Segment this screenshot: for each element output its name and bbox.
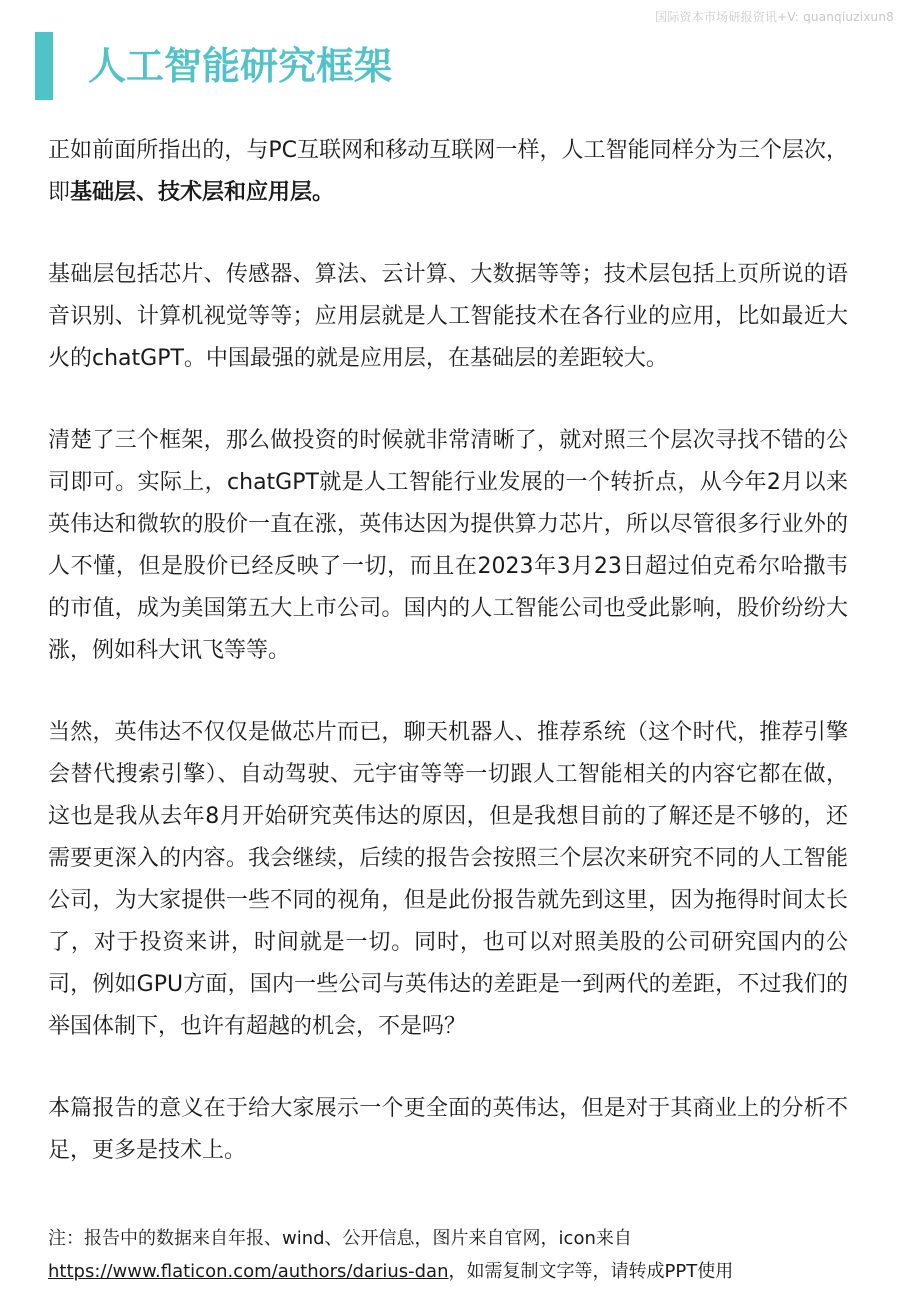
paragraph-layers-intro-bold: 基础层、技术层和应用层: [70, 180, 313, 205]
paragraph-investment: 清楚了三个框架，那么做投资的时候就非常清晰了，就对照三个层次寻找不错的公司即可。实际上，chatGPT就是人工智能行业发展的一个转折点，从今年2月以来英伟达和微软的股价一直在涨，英伟达因为提供算力芯片，所以尽管很多行业外的人不懂，但是股价已经反映了一切，而且在2023年3月23日超过伯克希尔哈撒韦的市值，成为美国第五大上市公司。国内的人工智能公司也受此影响，股价纷纷大涨，例如科大讯飞等等。: [48, 428, 848, 663]
watermark-text: 国际资本市场研报资讯+V: quanqiuzixun8: [655, 10, 894, 24]
paragraph-layers-intro: [48, 130, 848, 214]
paragraph-report-significance: 本篇报告的意义在于给大家展示一个更全面的英伟达，但是对于其商业上的分析不足，更多是技术上。: [48, 1096, 848, 1163]
paragraph-layers-intro-lead: 正如前面所指出的，与PC互联网和移动互联网一样，人工智能同样分为三个层次，即: [48, 138, 848, 205]
footnote-prefix: 注：报告中的数据来自年报、wind、公开信息，图片来自官网，icon来自: [48, 1228, 632, 1249]
page-title: 人工智能研究框架: [88, 44, 393, 88]
main-content: [48, 130, 848, 1212]
footnote: [48, 1222, 868, 1288]
title-accent-bar: [35, 32, 53, 100]
paragraph-layers-intro-tail: 。: [312, 180, 335, 205]
flaticon-link[interactable]: https://www.flaticon.com/authors/darius-dan: [48, 1261, 449, 1282]
footnote-suffix: ，如需复制文字等，请转成PPT使用: [448, 1261, 734, 1282]
paragraph-layers-detail: 基础层包括芯片、传感器、算法、云计算、大数据等等；技术层包括上页所说的语音识别、计算机视觉等等；应用层就是人工智能技术在各行业的应用，比如最近大火的chatGPT。中国最强的就是应用层，在基础层的差距较大。: [48, 262, 848, 371]
paragraph-nvidia-scope: 当然，英伟达不仅仅是做芯片而已，聊天机器人、推荐系统（这个时代，推荐引擎会替代搜索引擎）、自动驾驶、元宇宙等等一切跟人工智能相关的内容它都在做，这也是我从去年8月开始研究英伟达的原因，但是我想目前的了解还是不够的，还需要更深入的内容。我会继续，后续的报告会按照三个层次来研究不同的人工智能公司，为大家提供一些不同的视角，但是此份报告就先到这里，因为拖得时间太长了，对于投资来讲，时间就是一切。同时，也可以对照美股的公司研究国内的公司，例如GPU方面，国内一些公司与英伟达的差距是一到两代的差距，不过我们的举国体制下，也许有超越的机会，不是吗？: [48, 720, 848, 1039]
